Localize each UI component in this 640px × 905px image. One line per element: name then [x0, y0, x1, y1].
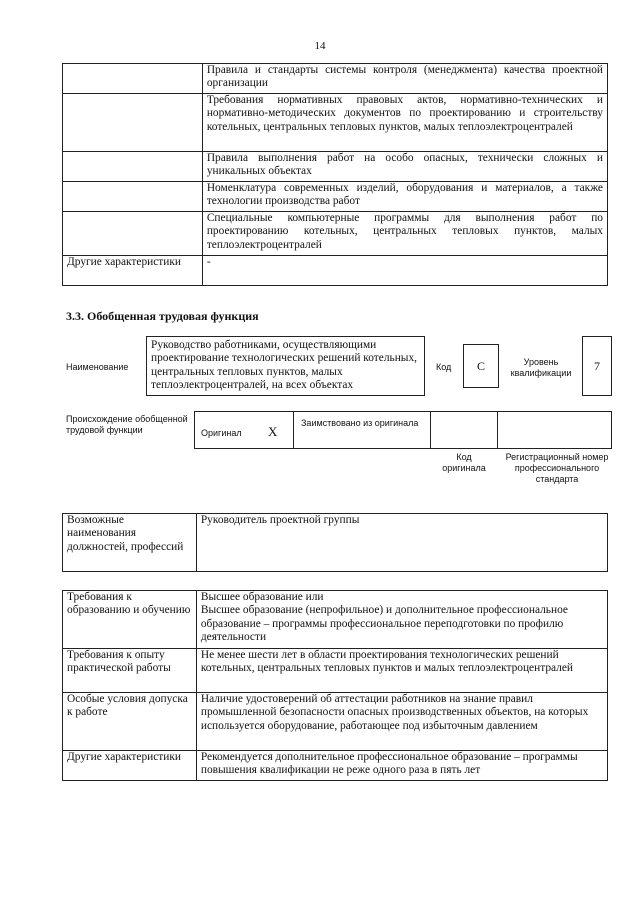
table-row	[63, 182, 608, 212]
borrowed-label: Заимствовано из оригинала	[301, 418, 419, 428]
registration-caption: Регистрационный номер профессионального стандарта	[505, 452, 609, 484]
knowledge-table	[62, 63, 608, 286]
table-row	[63, 649, 608, 693]
table-row	[63, 693, 608, 751]
requirement-value: Наличие удостоверений об аттестации работников на знание правил промышленной безопасности опасных производственных объектов, на которых используется оборудование, работающее под избыточным давлением	[196, 693, 607, 751]
table-cell-left	[63, 64, 203, 94]
table-cell-right: Правила и стандарты системы контроля (менеджмента) качества проектной организации	[202, 64, 607, 94]
requirement-label: Требования к образованию и обучению	[63, 591, 197, 649]
page-number: 14	[314, 40, 326, 52]
code-caption: Код оригинала	[442, 452, 486, 473]
divider	[497, 411, 498, 449]
function-name-box: Руководство работниками, осуществляющими проектирование технологических решений котельных, центральных тепловых пунктов, малых теплоэлектроцентралей, на всех объектах	[146, 336, 425, 396]
table-cell-left	[63, 182, 203, 212]
table-cell-left	[63, 212, 203, 256]
requirement-value	[196, 591, 607, 649]
table-row	[63, 751, 608, 781]
code-value-box: С	[463, 344, 499, 388]
table-row	[63, 64, 608, 94]
requirement-line: Высшее образование (непрофильное) и дополнительное профессиональное образование – программы профессиональное переподготовки по профилю деятельности	[200, 604, 568, 644]
table-cell-left: Другие характеристики	[63, 256, 203, 286]
requirement-label: Требования к опыту практической работы	[63, 649, 197, 693]
table-cell-right: Правила выполнения работ на особо опасных, технически сложных и уникальных объектах	[202, 152, 607, 182]
table-cell-left	[63, 152, 203, 182]
original-mark: Х	[268, 424, 278, 439]
requirement-label: Особые условия допуска к работе	[63, 693, 197, 751]
table-row	[63, 591, 608, 649]
requirement-label: Другие характеристики	[63, 751, 197, 781]
divider	[293, 411, 294, 449]
table-cell-right: Номенклатура современных изделий, оборудования и материалов, а также технологии производства работ	[202, 182, 607, 212]
positions-table	[62, 513, 608, 572]
table-row	[63, 212, 608, 256]
table-row	[63, 94, 608, 152]
requirements-table	[62, 590, 608, 781]
requirement-value: Не менее шести лет в области проектирования технологических решений котельных, центральных тепловых пунктов и малых теплоэлектроцентралей	[196, 649, 607, 693]
positions-value: Руководитель проектной группы	[196, 514, 607, 572]
code-label: Код	[436, 362, 452, 372]
original-label: Оригинал	[201, 428, 242, 438]
table-row	[63, 256, 608, 286]
table-cell-right: Специальные компьютерные программы для выполнения работ по проектированию котельных, центральных тепловых пунктов, малых теплоэлектроцентралей	[202, 212, 607, 256]
level-label: Уровень квалификации	[510, 357, 572, 378]
table-cell-right: Требования нормативных правовых актов, нормативно-технических и нормативно-методических документов по проектированию и строительству котельных, центральных тепловых пунктов, малых теплоэлектроцентралей	[202, 94, 607, 152]
origin-box	[194, 411, 612, 449]
requirement-line: Высшее образование или	[200, 591, 324, 603]
origin-label: Происхождение обобщенной трудовой функции	[66, 414, 188, 435]
table-cell-left	[63, 94, 203, 152]
table-cell-right: -	[202, 256, 607, 286]
level-value-box: 7	[582, 336, 612, 396]
section-heading: 3.3. Обобщенная трудовая функция	[66, 309, 259, 323]
table-row	[63, 514, 608, 572]
positions-label: Возможные наименования должностей, профессий	[63, 514, 197, 572]
name-label: Наименование	[66, 362, 129, 372]
requirement-value: Рекомендуется дополнительное профессиональное образование – программы повышения квалификации не реже одного раза в пять лет	[196, 751, 607, 781]
divider	[430, 411, 431, 449]
table-row	[63, 152, 608, 182]
